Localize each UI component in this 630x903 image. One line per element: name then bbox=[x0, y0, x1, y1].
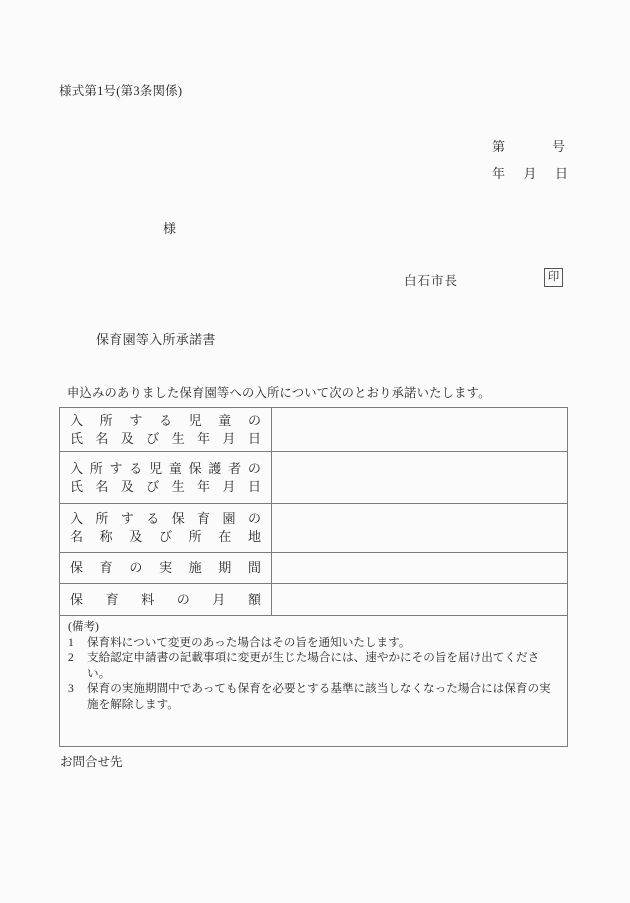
table-row-notes bbox=[60, 616, 568, 747]
doc-number-prefix: 第 bbox=[492, 139, 506, 154]
value-cell-child bbox=[272, 408, 568, 452]
notes-cell bbox=[60, 616, 568, 747]
note-text: 保育の実施期間中であっても保育を必要とする基準に該当しなくなった場合には保育の実施を解除します。 bbox=[87, 682, 551, 711]
table-row-child bbox=[60, 408, 568, 452]
value-cell-guardian bbox=[272, 452, 568, 504]
footer-contact-label: お問合せ先 bbox=[60, 755, 123, 769]
document-title: 保育園等入所承諾書 bbox=[96, 332, 216, 347]
label-child-name-birthdate bbox=[60, 408, 272, 452]
label-line: 入 所 す る 児 童 保 護 者 の bbox=[70, 460, 261, 476]
label-line: 入 所 す る 児 童 の bbox=[70, 412, 261, 428]
intro-sentence: 申込みのありました保育園等への入所について次のとおり承諾いたします。 bbox=[67, 386, 491, 400]
label-line: 入 所 す る 保 育 園 の bbox=[70, 511, 261, 526]
note-item-3 bbox=[68, 681, 559, 712]
value-cell-period bbox=[272, 553, 568, 584]
form-number: 様式第1号(第3条関係) bbox=[59, 84, 183, 98]
label-line: 氏 名 及 び 生 年 月 日 bbox=[70, 430, 261, 446]
label-line: 名 称 及 び 所 在 地 bbox=[70, 529, 261, 544]
date-month-label: 月 bbox=[523, 166, 537, 181]
seal-placeholder bbox=[544, 268, 563, 287]
seal-character: 印 bbox=[547, 270, 560, 283]
table-row-monthly-fee bbox=[60, 584, 568, 616]
note-number: 3 bbox=[68, 682, 74, 696]
label-line: 保 育 の 実 施 期 間 bbox=[70, 560, 261, 575]
label-line: 氏 名 及 び 生 年 月 日 bbox=[70, 478, 261, 494]
note-item-1 bbox=[68, 635, 559, 651]
value-cell-monthly-fee bbox=[272, 584, 568, 616]
date-line bbox=[492, 163, 568, 182]
label-nursery-name-address bbox=[60, 504, 272, 553]
note-number: 2 bbox=[68, 651, 74, 665]
note-item-2 bbox=[68, 650, 559, 681]
notes-heading: (備考) bbox=[68, 620, 99, 633]
note-text: 保育料について変更のあった場合はその旨を通知いたします。 bbox=[87, 635, 411, 649]
value-cell-nursery bbox=[272, 504, 568, 553]
table-row-period bbox=[60, 553, 568, 584]
sender-name: 白石市長 bbox=[404, 274, 459, 288]
consent-form-table bbox=[59, 407, 568, 747]
addressee-honorific: 様 bbox=[163, 221, 177, 236]
label-guardian-name-birthdate bbox=[60, 452, 272, 504]
document-number-line bbox=[492, 136, 565, 155]
date-year-label: 年 bbox=[492, 166, 506, 181]
label-line: 保 育 料 の 月 額 bbox=[70, 591, 261, 607]
note-number: 1 bbox=[68, 635, 74, 649]
label-monthly-fee bbox=[60, 584, 272, 616]
doc-number-suffix: 号 bbox=[551, 139, 565, 154]
table-row-guardian bbox=[60, 452, 568, 504]
table-row-nursery bbox=[60, 504, 568, 553]
note-text: 支給認定申請書の記載事項に変更が生じた場合には、速やかにその旨を届け出てください。 bbox=[87, 651, 540, 680]
date-day-label: 日 bbox=[554, 166, 568, 181]
label-care-period bbox=[60, 553, 272, 584]
